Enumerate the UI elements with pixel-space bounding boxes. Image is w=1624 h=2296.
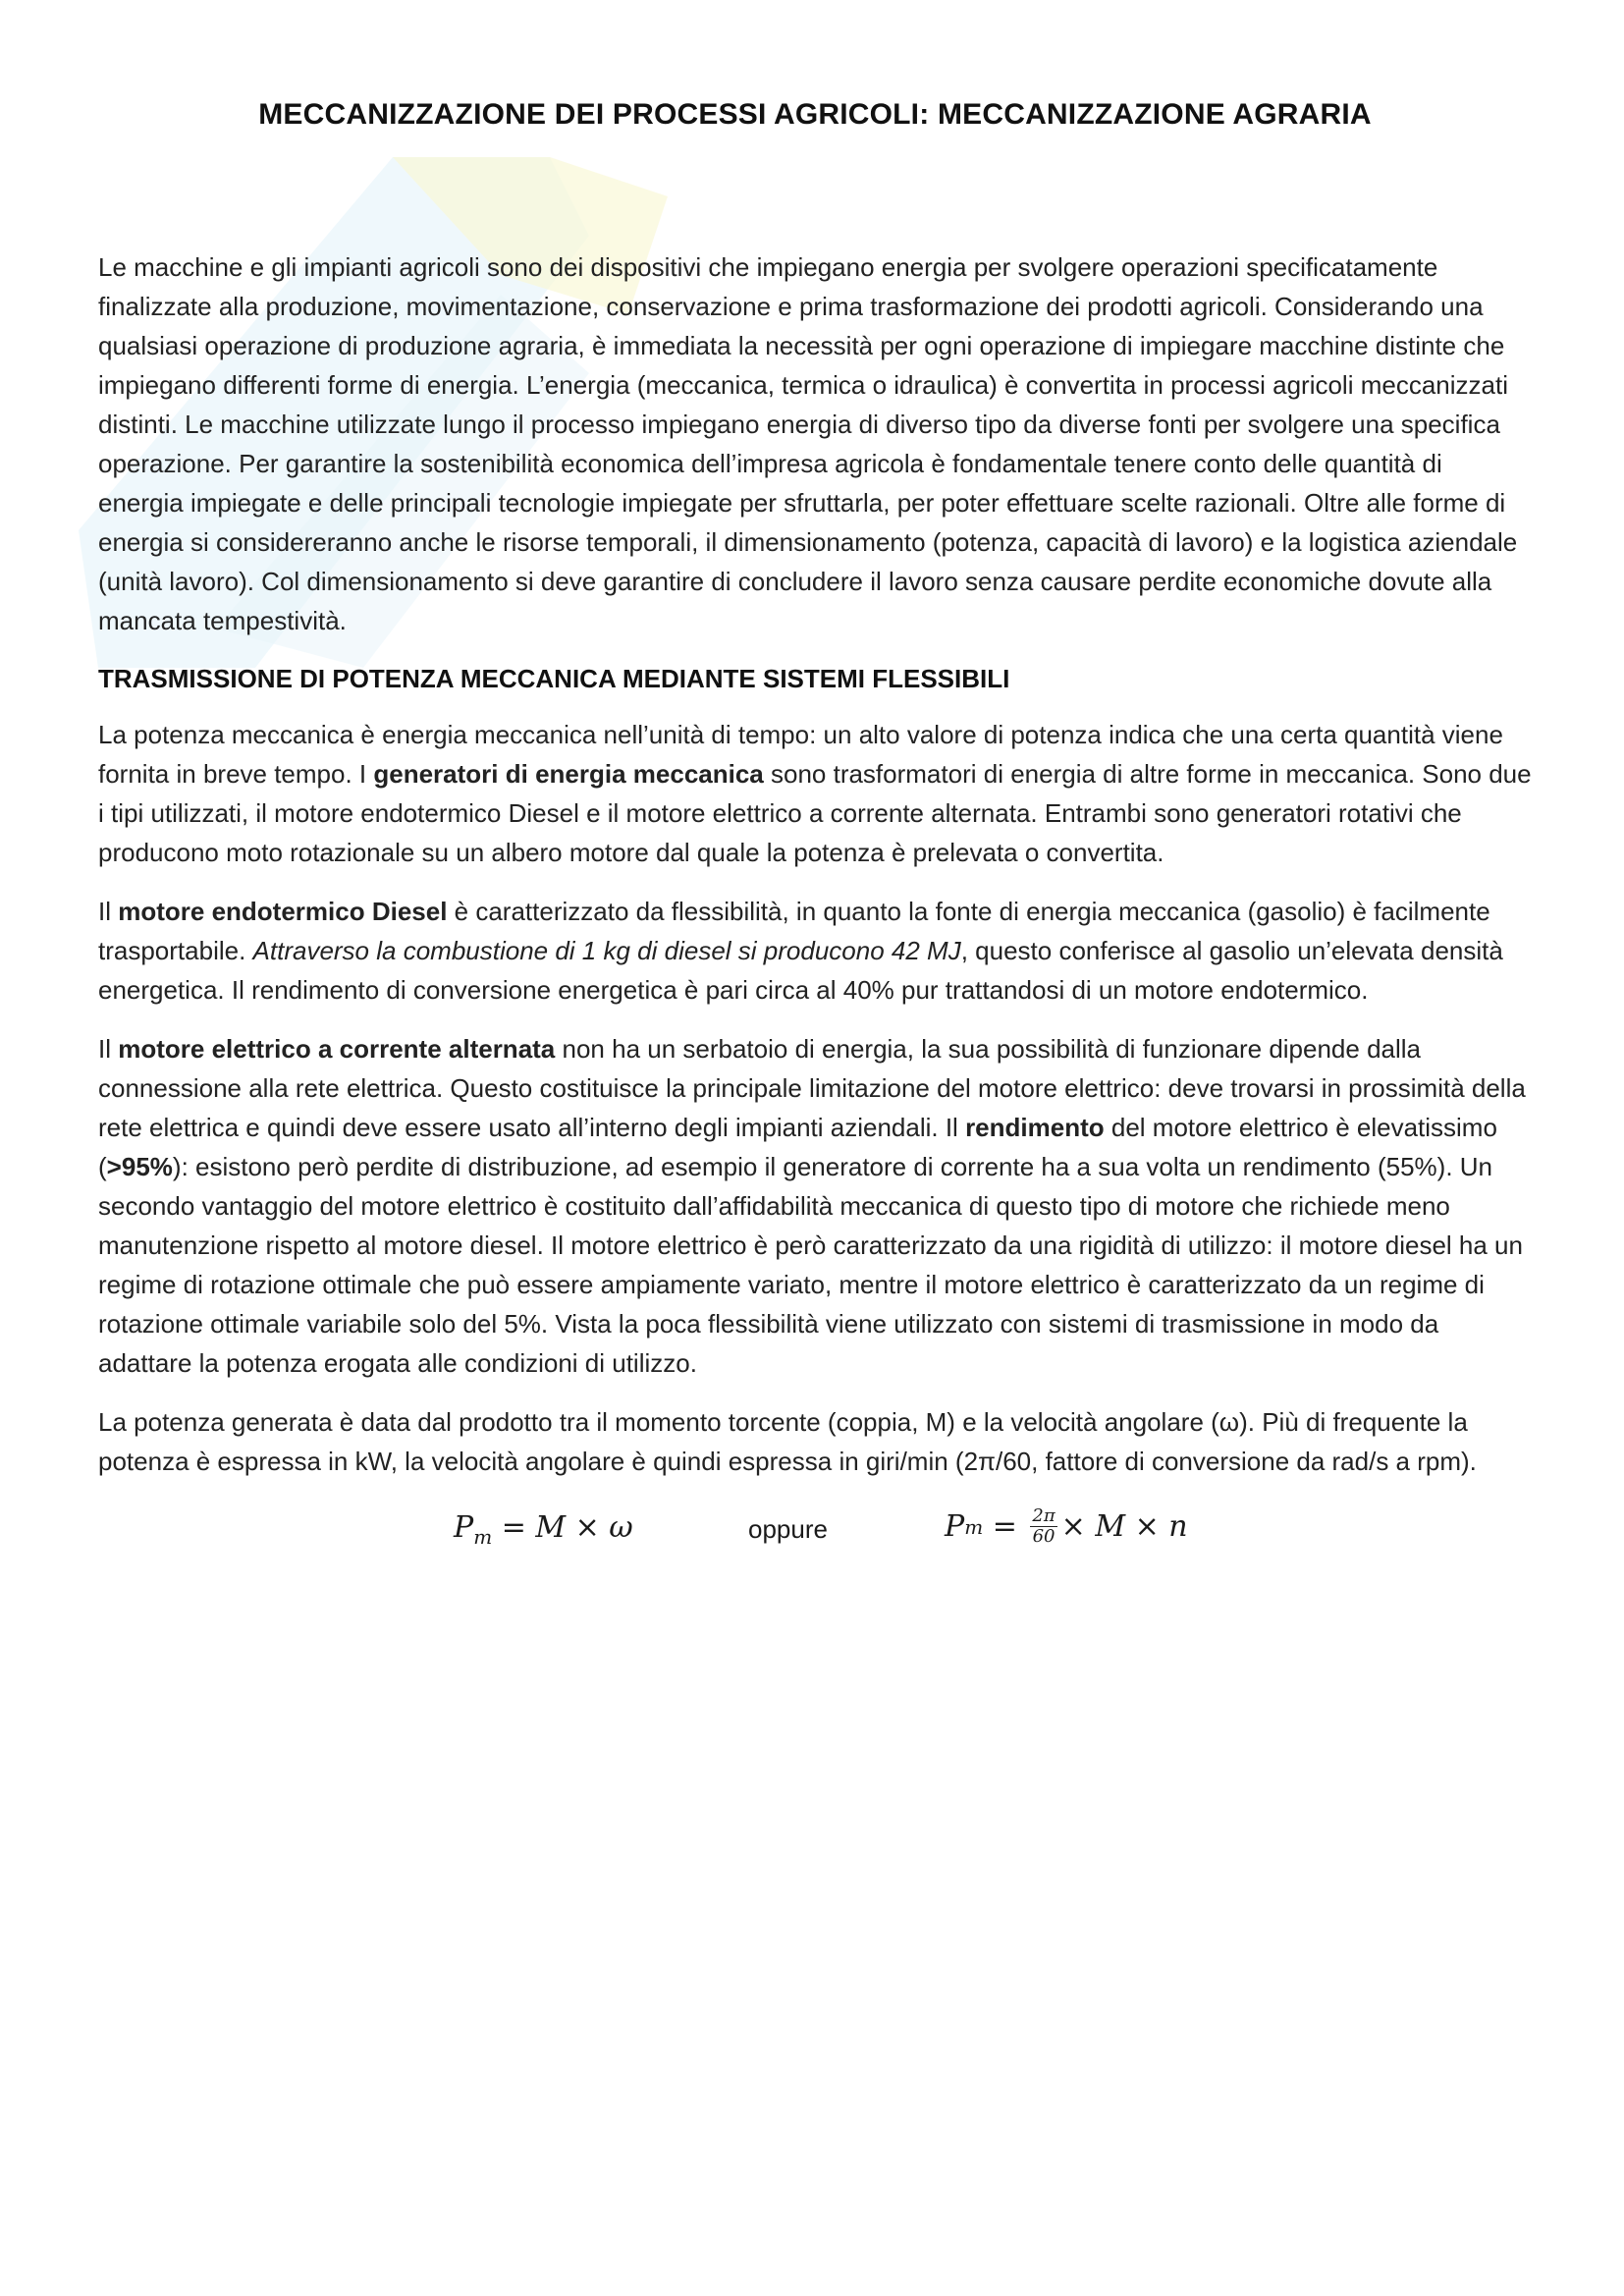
paragraph-electric: Il motore elettrico a corrente alternata non ha un serbatoio di energia, la sua possibilità di funzionare dipende dalla connessione alla rete elettrica. Questo costituisce la principale limitazione del motore elettrico: deve trovarsi in prossimità della rete elettrica e quindi deve essere usato all’interno degli impianti aziendali. Il rendimento del motore elettrico è elevatissimo (>95%): esistono però perdite di distribuzione, ad esempio il generatore di corrente ha a sua volta un rendimento (55%). Un secondo vantaggio del motore elettrico è costituito dall’affidabilità meccanica di questo tipo di motore che richiede meno manutenzione rispetto al motore diesel. Il motore elettrico è però caratterizzato da una rigidità di utilizzo: il motore diesel ha un regime di rotazione ottimale che può essere ampiamente variato, mentre il motore elettrico è caratterizzato da un regime di rotazione ottimale variabile solo del 5%. Vista la poca flessibilità viene utilizzato con sistemi di trasmissione in modo da adattare la potenza erogata alle condizioni di utilizzo. [98,1034,1526,1378]
section-heading: TRASMISSIONE DI POTENZA MECCANICA MEDIANTE SISTEMI FLESSIBILI [98,664,1010,693]
paragraph-power: La potenza meccanica è energia meccanica nell’unità di tempo: un alto valore di potenza indica che una certa quantità viene fornita in breve tempo. I generatori di energia meccanica sono trasformatori di energia di altre forme in meccanica. Sono due i tipi utilizzati, il motore endotermico Diesel e il motore elettrico a corrente alternata. Entrambi sono generatori rotativi che producono moto rotazionale su un albero motore dal quale la potenza è prelevata o convertita. [98,720,1532,867]
bold-term: >95% [106,1152,173,1181]
formula-connector: oppure [748,1514,828,1544]
italic-text: Attraverso la combustione di 1 kg di diesel si producono 42 MJ [252,936,961,965]
bold-term: motore endotermico Diesel [118,897,448,926]
intro-paragraph: Le macchine e gli impianti agricoli sono dei dispositivi che impiegano energia per svolgere operazioni specificatamente finalizzate alla produzione, movimentazione, conservazione e prima trasformazione dei prodotti agricoli. Considerando una qualsiasi operazione di produzione agraria, è immediata la necessità per ogni operazione di impiegare macchine distinte che impiegano differenti forme di energia. L’energia (meccanica, termica o idraulica) è convertita in processi agricoli meccanizzati distinti. Le macchine utilizzate lungo il processo impiegano energia di diverso tipo da diverse fonti per svolgere una specifica operazione. Per garantire la sostenibilità economica dell’impresa agricola è fondamentale tenere conto delle quantità di energia impiegate e delle principali tecnologie impiegate per sfruttarla, per poter effettuare scelte razionali. Oltre alle forme di energia si considereranno anche le risorse temporali, il dimensionamento (potenza, capacità di lavoro) e la logistica aziendale (unità lavoro). Col dimensionamento si deve garantire di concludere il lavoro senza causare perdite economiche dovute alla mancata tempestività. [98,252,1518,635]
bold-term: motore elettrico a corrente alternata [118,1034,556,1064]
paragraph-diesel: Il motore endotermico Diesel è caratterizzato da flessibilità, in quanto la fonte di energia meccanica (gasolio) è facilmente trasportabile. Attraverso la combustione di 1 kg di diesel si producono 42 MJ, questo conferisce al gasolio un’elevata densità energetica. Il rendimento di conversione energetica è pari circa al 40% pur trattandosi di un motore endotermico. [98,897,1503,1005]
page-title: MECCANIZZAZIONE DEI PROCESSI AGRICOLI: MECCANIZZAZIONE AGRARIA [258,98,1372,131]
bold-term: rendimento [965,1113,1105,1142]
formula-power-rpm: P m = $\frac{2\pi}{60}$ × M × n [945,1505,1188,1547]
paragraph-formula-intro: La potenza generata è data dal prodotto tra il momento torcente (coppia, M) e la velocità angolare (ω). Più di frequente la potenza è espressa in kW, la velocità angolare è quindi espressa in giri/min (2π/60, fattore di conversione da rad/s a rpm). [98,1407,1477,1476]
fraction: $\frac{2\pi}{60}$ [1032,1505,1056,1547]
document-page [98,98,1532,1565]
formula-row [98,1506,1532,1565]
formula-power-omega: $P_m = M \times \omega$ [454,1510,633,1549]
bold-term: generatori di energia meccanica [373,759,764,789]
